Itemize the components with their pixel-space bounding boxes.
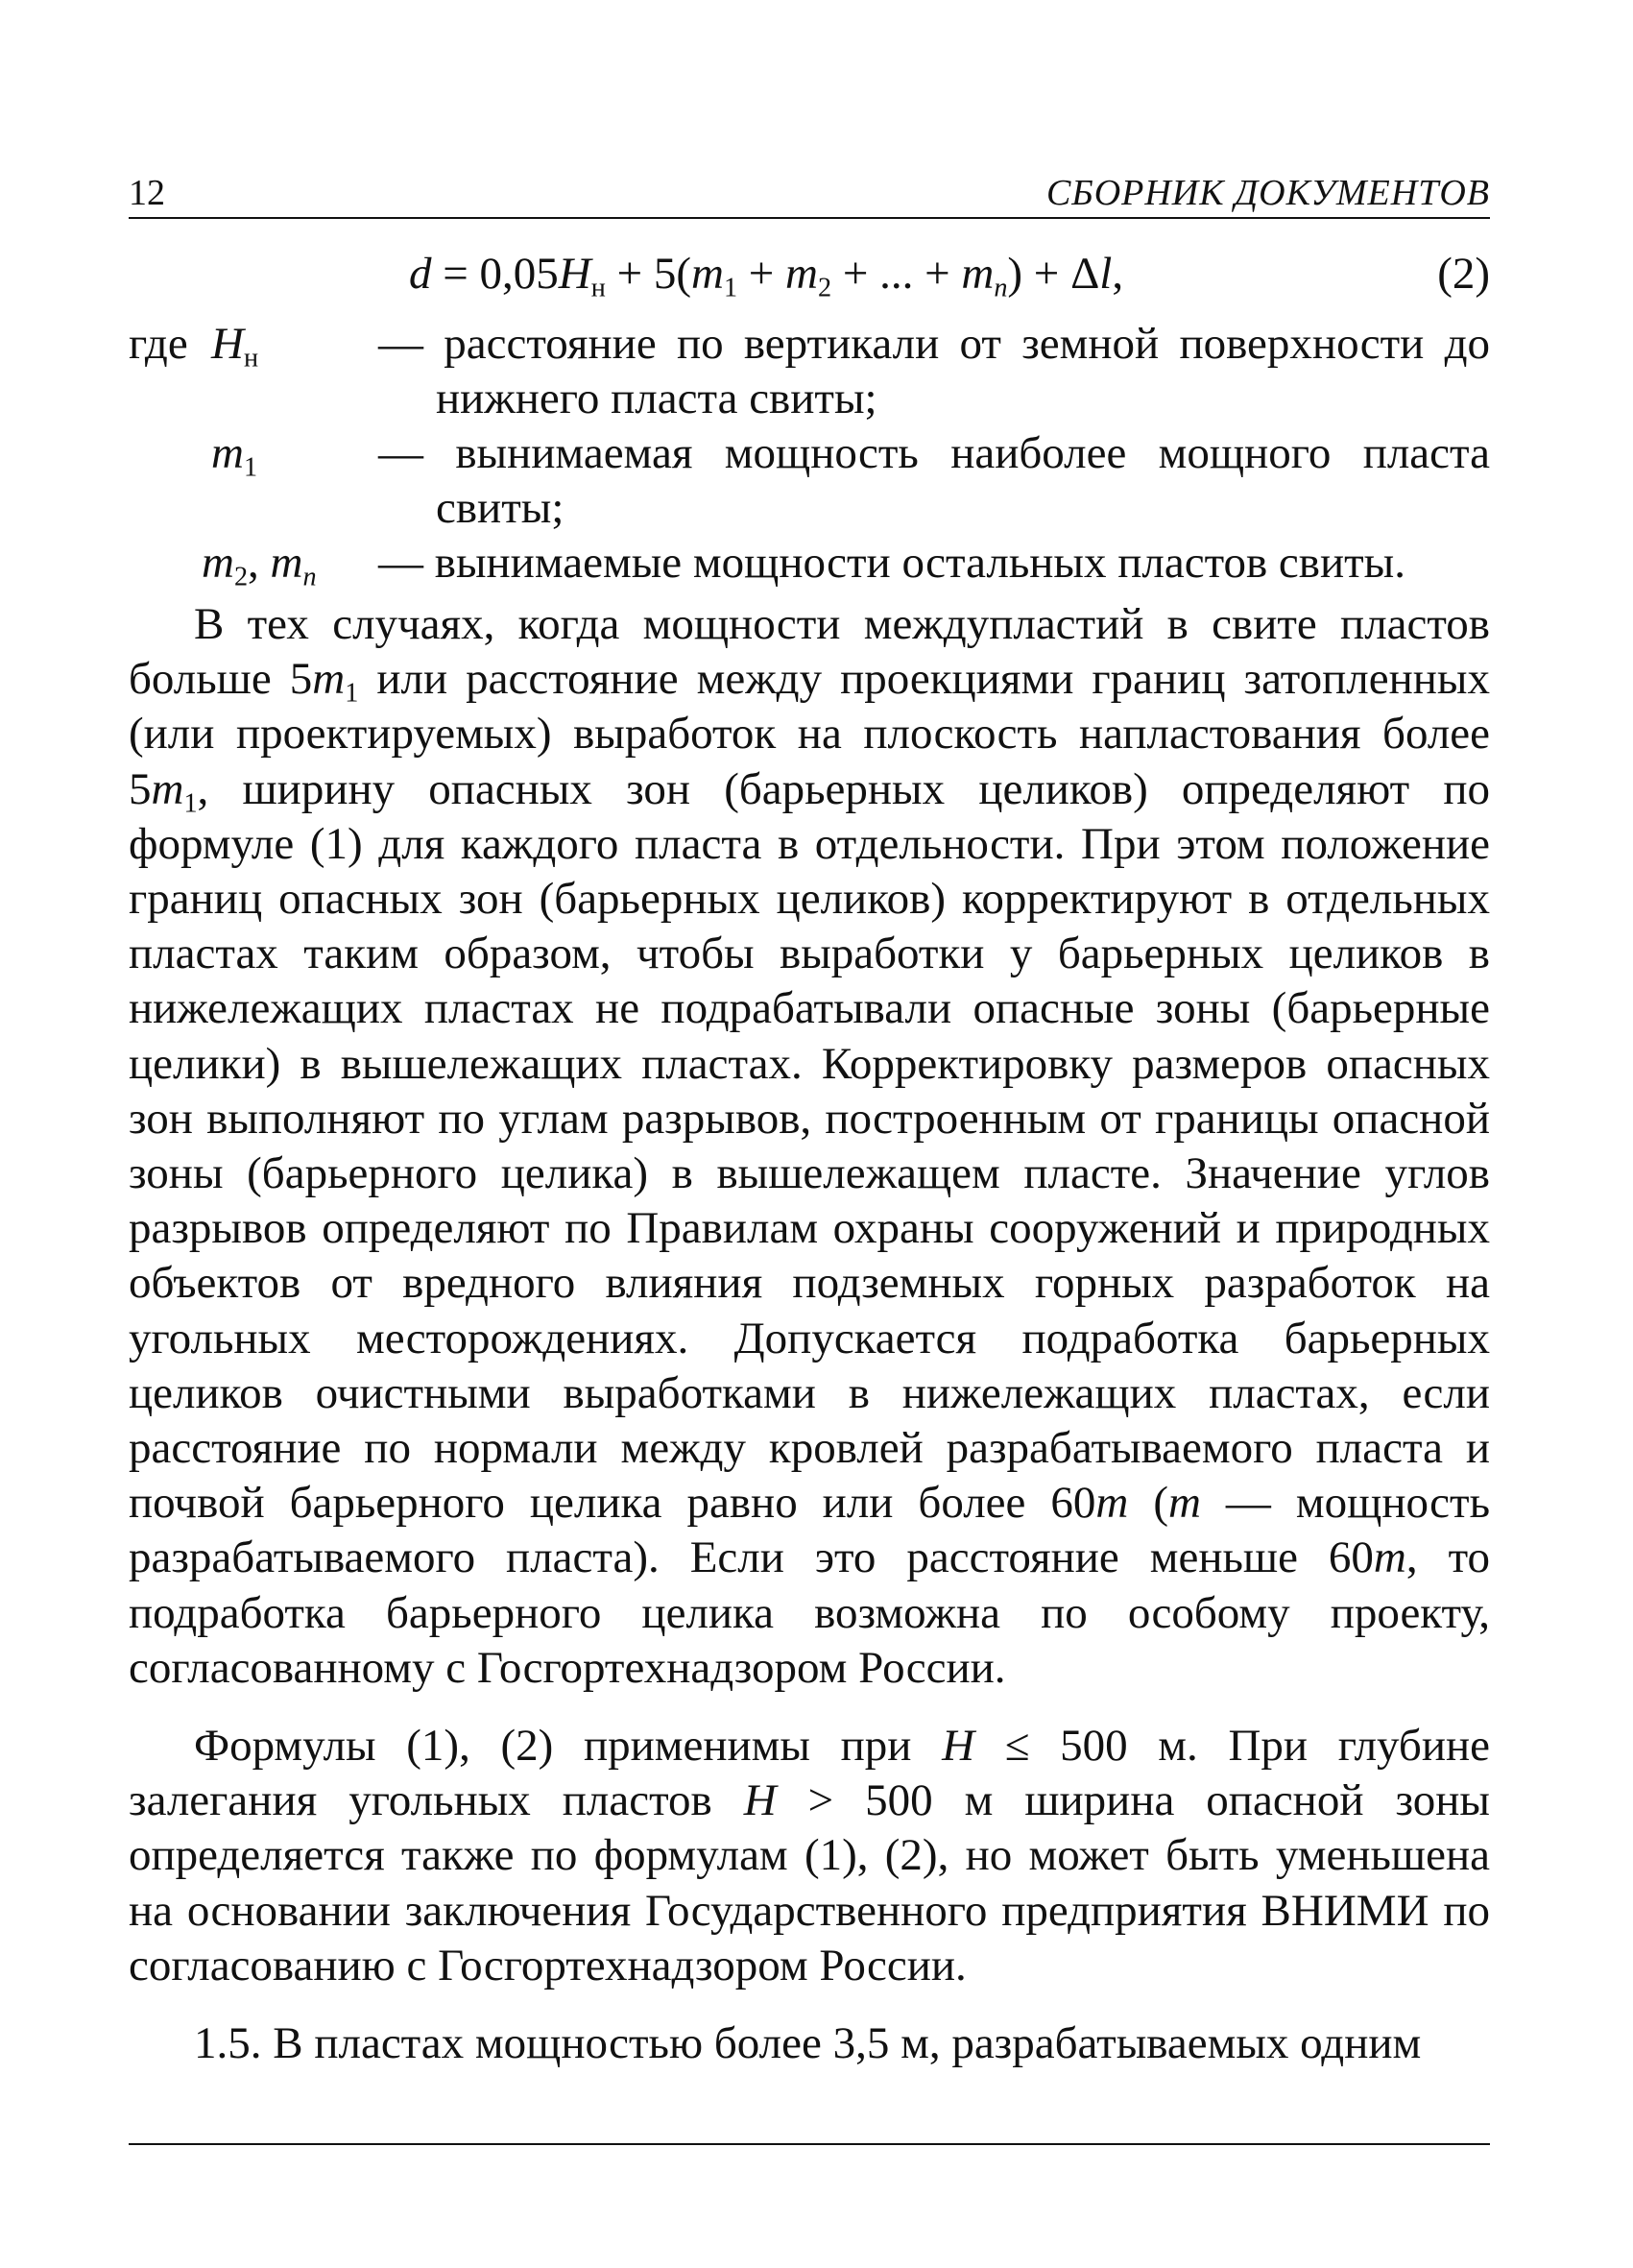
formula-expression: $d = 0,05H_н + 5(m_1 + m_2$ + ... + $m_n) + \Delta l$, <box>409 249 1124 303</box>
header-rule <box>129 217 1490 219</box>
formula-number: (2) <box>1437 249 1490 299</box>
body-text <box>129 597 1490 2071</box>
definition-item: $m_2$, $m_n$ — вынимаемые мощности остальных пластов свиты. <box>129 536 1490 591</box>
running-title: СБОРНИК ДОКУМЕНТОВ <box>1045 173 1490 213</box>
definitions-list <box>129 317 1490 591</box>
definition-text: — вынимаемая мощность наиболее мощного пласта свиты; <box>378 428 1490 533</box>
formula-2 <box>129 242 1490 305</box>
definition-item: где $H_н$ — расстояние по вертикали от земной поверхности до нижнего пласта свиты; <box>129 317 1490 426</box>
page-header <box>129 169 1490 217</box>
definition-item: $m_1$ — вынимаемая мощность наиболее мощного пласта свиты; <box>129 426 1490 536</box>
paragraph: 1.5. В пластах мощностью более 3,5 м, разрабатываемых одним <box>194 2018 1422 2069</box>
paragraph: В тех случаях, когда мощности междупластий в свите пластов больше $5m_1$ или расстояние между проекциями границ затопленных (или проектируемых) выработок на плоскость напластования более $5m_1$, ширину опасных зон (барьерных целиков) определяют по формуле (1) для каждого пласта в отдельности. При этом положение границ опасных зон (барьерных целиков) корректируют в отдельных пластах таким образом, чтобы выработки у барьерных целиков в нижележащих пластах не подрабатывали опасные зоны (барьерные целики) в вышележащих пластах. Корректировку размеров опасных зон выполняют по углам разрывов, построенным от границы опасной зоны (барьерного целика) в вышележащем пласте. Значение углов разрывов определяют по Правилам охраны сооружений и природных объектов от вредного влияния подземных горных разработок на угольных месторождениях. Допускается подработка барьерных целиков очистными выработками в нижележащих пластах, если расстояние по нормали между кровлей разрабатываемого пласта и почвой барьерного целика равно или более 60m (m — мощность разрабатываемого пласта). Если это расстояние меньше 60m, то подработка барьерного целика возможна по особому проекту, согласованному с Госгортехнадзором России. <box>129 599 1491 1693</box>
page-number: 12 <box>129 173 165 213</box>
definition-text: — вынимаемые мощности остальных пластов свиты. <box>378 538 1406 588</box>
definition-text: — расстояние по вертикали от земной поверхности до нижнего пласта свиты; <box>378 319 1490 423</box>
where-label: где <box>129 319 188 369</box>
paragraph: Формулы (1), (2) применимы при H ≤ 500 м. При глубине залегания угольных пластов H > 500 м ширина опасной зоны определяется также по формулам (1), (2), но может быть уменьшена на основании заключения Государственного предприятия ВНИМИ по согласованию с Госгортехнадзором России. <box>129 1721 1490 1991</box>
footer-rule <box>129 2143 1490 2145</box>
